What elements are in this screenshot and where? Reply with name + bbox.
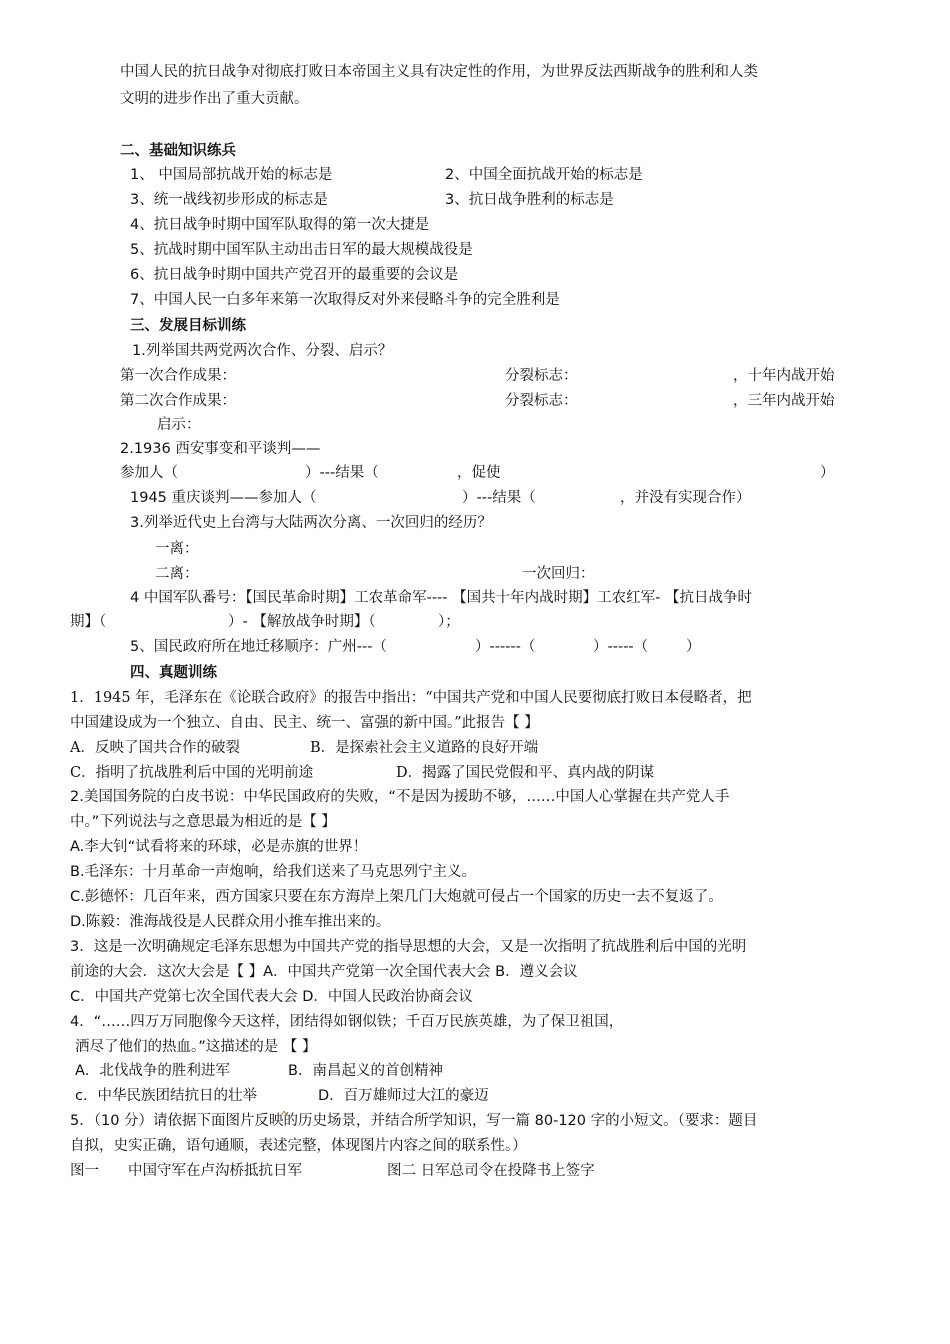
s3-civilwar2: ，三年内战开始 — [733, 393, 835, 409]
s3-coop2-result: 第二次合作成果： — [120, 393, 236, 409]
s3-q5-2: ）------（ — [475, 639, 536, 655]
s3-civilwar1: ，十年内战开始 — [733, 368, 835, 384]
s2-q2: 2、中国全面抗战开始的标志是 — [445, 167, 643, 183]
section-2-title: 二、基础知识练兵 — [120, 143, 236, 159]
s3-q2a-4: ） — [820, 465, 835, 481]
p3-line1: 3．这是一次明确规定毛泽东思想为中国共产党的指导思想的大会，又是一次指明了抗战胜利后中国的光明 — [70, 939, 747, 955]
s3-q4-line2a: 期】（ — [70, 614, 107, 630]
p2-option-c: C.彭德怀：几百年来，西方国家只要在东方海岸上架几门大炮就可侵占一个国家的历史一去不复返了。 — [70, 889, 723, 905]
p2-line2: 中。”下列说法与之意思最为相近的是【 】 — [70, 814, 336, 830]
p4-option-a: A．北伐战争的胜利进军 — [75, 1063, 230, 1079]
p1-option-d: D．揭露了国民党假和平、真内战的阴谋 — [396, 765, 655, 781]
p3-line3: C．中国共产党第七次全国代表大会 D．中国人民政治协商会议 — [70, 989, 473, 1005]
s2-q7: 7、中国人民一白多年来第一次取得反对外来侵略斗争的完全胜利是 — [130, 292, 560, 308]
s3-yili: 一离： — [155, 541, 199, 557]
s3-q2b-2: ）---结果（ — [462, 490, 536, 506]
s2-q3b: 3、抗日战争胜利的标志是 — [445, 192, 614, 208]
p2-option-d: D.陈毅：淮海战役是人民群众用小推车推出来的。 — [70, 914, 391, 930]
s3-q2: 2.1936 西安事变和平谈判—— — [120, 441, 321, 457]
s3-q3: 3.列举近代史上台湾与大陆两次分离、一次回归的经历？ — [130, 515, 492, 531]
s3-q2a-2: ）---结果（ — [305, 465, 379, 481]
s2-q5: 5、抗战时期中国军队主动出击日军的最大规模战役是 — [130, 242, 473, 258]
s3-split1-label: 分裂标志： — [505, 368, 578, 384]
intro-line-2: 文明的进步作出了重大贡献。 — [120, 91, 309, 107]
p2-option-a: A.李大钊“试看将来的环球，必是赤旗的世界！ — [70, 839, 368, 855]
p2-option-b: B.毛泽东：十月革命一声炮响，给我们送来了马克思列宁主义。 — [70, 864, 477, 880]
section-4-title: 四、真题训练 — [130, 665, 217, 681]
p4-option-b: B．南昌起义的首创精神 — [288, 1063, 443, 1079]
p1-option-c: C．指明了抗战胜利后中国的光明前途 — [70, 765, 314, 781]
s3-q2a-1: 参加人（ — [120, 465, 178, 481]
s2-q6: 6、抗日战争时期中国共产党召开的最重要的会议是 — [130, 267, 459, 283]
p4-option-d: D．百万雄师过大江的豪迈 — [318, 1088, 489, 1104]
s3-q4-line1: 4 中国军队番号：【国民革命时期】工农革命军---- 【国共十年内战时期】工农红军- 【抗日战争时 — [130, 590, 752, 606]
p2-line1: 2.美国国务院的白皮书说：中华民国政府的失败，“不是因为援助不够，……中国人心掌握在共产党人手 — [70, 789, 730, 805]
s3-huigui: 一次回归： — [522, 566, 595, 582]
cursor-mark-icon — [281, 1111, 287, 1117]
s3-q5-1: 5、国民政府所在地迁移顺序：广州---（ — [130, 639, 387, 655]
p1-line1: 1．1945 年，毛泽东在《论联合政府》的报告中指出：“中国共产党和中国人民要彻底打败日本侵略者，把 — [70, 690, 752, 706]
s3-q5-4: ） — [686, 639, 701, 655]
figure-2-caption: 图二 日军总司令在投降书上签字 — [387, 1163, 595, 1179]
s2-q1: 1、 中国局部抗战开始的标志是 — [130, 167, 333, 183]
p1-line2: 中国建设成为一个独立、自由、民主、统一、富强的新中国。”此报告【 】 — [70, 715, 539, 731]
s3-coop1-result: 第一次合作成果： — [120, 368, 236, 384]
s3-erli: 二离： — [155, 566, 199, 582]
p4-option-c: c．中华民族团结抗日的壮举 — [75, 1088, 257, 1104]
p4-line2: 洒尽了他们的热血。”这描述的是 【 】 — [75, 1039, 317, 1055]
s3-q4-line2c: ）； — [438, 614, 460, 630]
p4-line1: 4．“……四万万同胞像今天这样，团结得如钢似铁；千百万民族英雄，为了保卫祖国， — [70, 1014, 624, 1030]
s3-split2-label: 分裂标志： — [505, 393, 578, 409]
s3-q2b-1: 1945 重庆谈判——参加人（ — [130, 490, 317, 506]
p5-line1: 5．（10 分）请依据下面图片反映的历史场景，并结合所学知识，写一篇 80-120 字的小短文。（要求：题目 — [70, 1113, 758, 1129]
figure-1-label: 图一 — [70, 1163, 99, 1179]
s2-q3a: 3、统一战线初步形成的标志是 — [130, 192, 328, 208]
s3-q1: 1.列举国共两党两次合作、分裂、启示？ — [132, 343, 393, 359]
s3-q2a-3: ，促使 — [457, 465, 501, 481]
intro-line-1: 中国人民的抗日战争对彻底打败日本帝国主义具有决定性的作用，为世界反法西斯战争的胜利和人类 — [120, 64, 758, 80]
p3-line2: 前途的大会．这次大会是【 】A．中国共产党第一次全国代表大会 B．遵义会议 — [70, 964, 578, 980]
s3-q2b-3: ，并没有实现合作） — [620, 490, 751, 506]
p1-option-b: B．是探索社会主义道路的良好开端 — [310, 740, 539, 756]
s3-q5-3: ）-----（ — [593, 639, 649, 655]
figure-1-caption: 中国守军在卢沟桥抵抗日军 — [128, 1163, 302, 1179]
section-3-title: 三、发展目标训练 — [130, 318, 246, 334]
p1-option-a: A．反映了国共合作的破裂 — [70, 740, 240, 756]
s3-q4-line2b: ）- 【解放战争时期】（ — [228, 614, 376, 630]
s2-q4: 4、抗日战争时期中国军队取得的第一次大捷是 — [130, 217, 430, 233]
p5-line2: 自拟，史实正确，语句通顺，表述完整，体现图片内容之间的联系性。） — [70, 1138, 527, 1154]
s3-qishi: 启示： — [157, 417, 201, 433]
